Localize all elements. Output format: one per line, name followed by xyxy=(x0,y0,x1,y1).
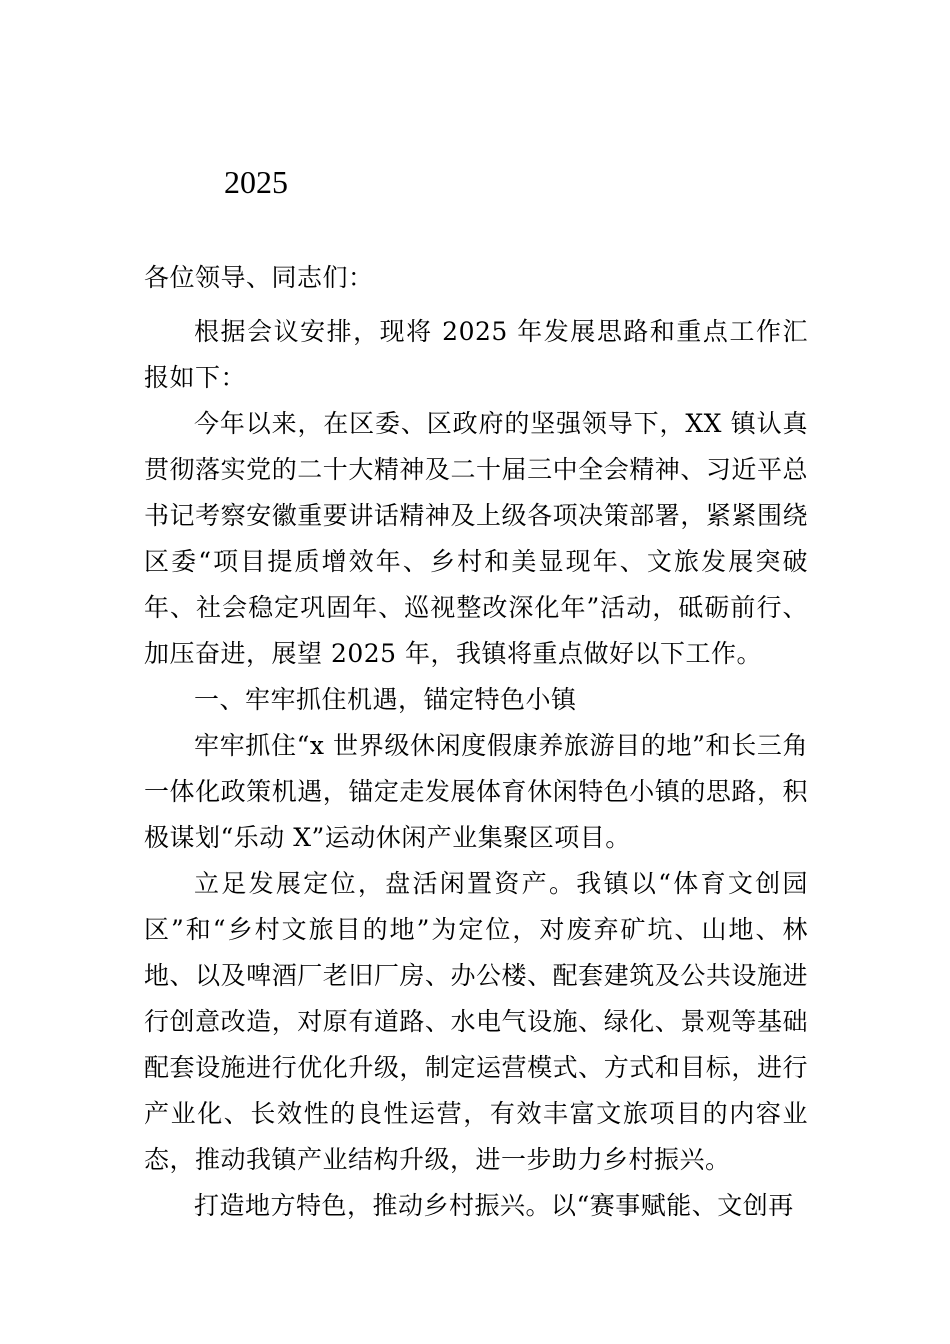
paragraph-overview: 今年以来，在区委、区政府的坚强领导下，XX 镇认真贯彻落实党的二十大精神及二十届三中全会精神、习近平总书记考察安徽重要讲话精神及上级各项决策部署，紧紧围绕区委“项目提质增效年、乡村和美显现年、文旅发展突破年、社会稳定巩固年、巡视整改深化年”活动，砥砺前行、加压奋进，展望 2025 年，我镇将重点做好以下工作。 xyxy=(144,409,808,668)
salutation: 各位领导、同志们： xyxy=(144,263,374,292)
paragraph-opportunity: 牢牢抓住“x 世界级休闲度假康养旅游目的地”和长三角一体化政策机遇，锚定走发展体育休闲特色小镇的思路，积极谋划“乐动 X”运动休闲产业集聚区项目。 xyxy=(144,731,808,852)
section-heading-1: 一、牢牢抓住机遇，锚定特色小镇 xyxy=(194,685,577,714)
paragraph-local-features: 打造地方特色，推动乡村振兴。以“赛事赋能、文创再 xyxy=(194,1191,794,1220)
document-body xyxy=(144,255,808,1229)
paragraph-assets: 立足发展定位，盘活闲置资产。我镇以“体育文创园区”和“乡村文旅目的地”为定位，对废弃矿坑、山地、林地、以及啤酒厂老旧厂房、办公楼、配套建筑及公共设施进行创意改造，对原有道路、水电气设施、绿化、景观等基础配套设施进行优化升级，制定运营模式、方式和目标，进行产业化、长效性的良性运营，有效丰富文旅项目的内容业态，推动我镇产业结构升级，进一步助力乡村振兴。 xyxy=(144,869,808,1174)
document-title: 2025 xyxy=(224,164,288,200)
paragraph-report-intro: 根据会议安排，现将 2025 年发展思路和重点工作汇报如下： xyxy=(144,317,808,392)
